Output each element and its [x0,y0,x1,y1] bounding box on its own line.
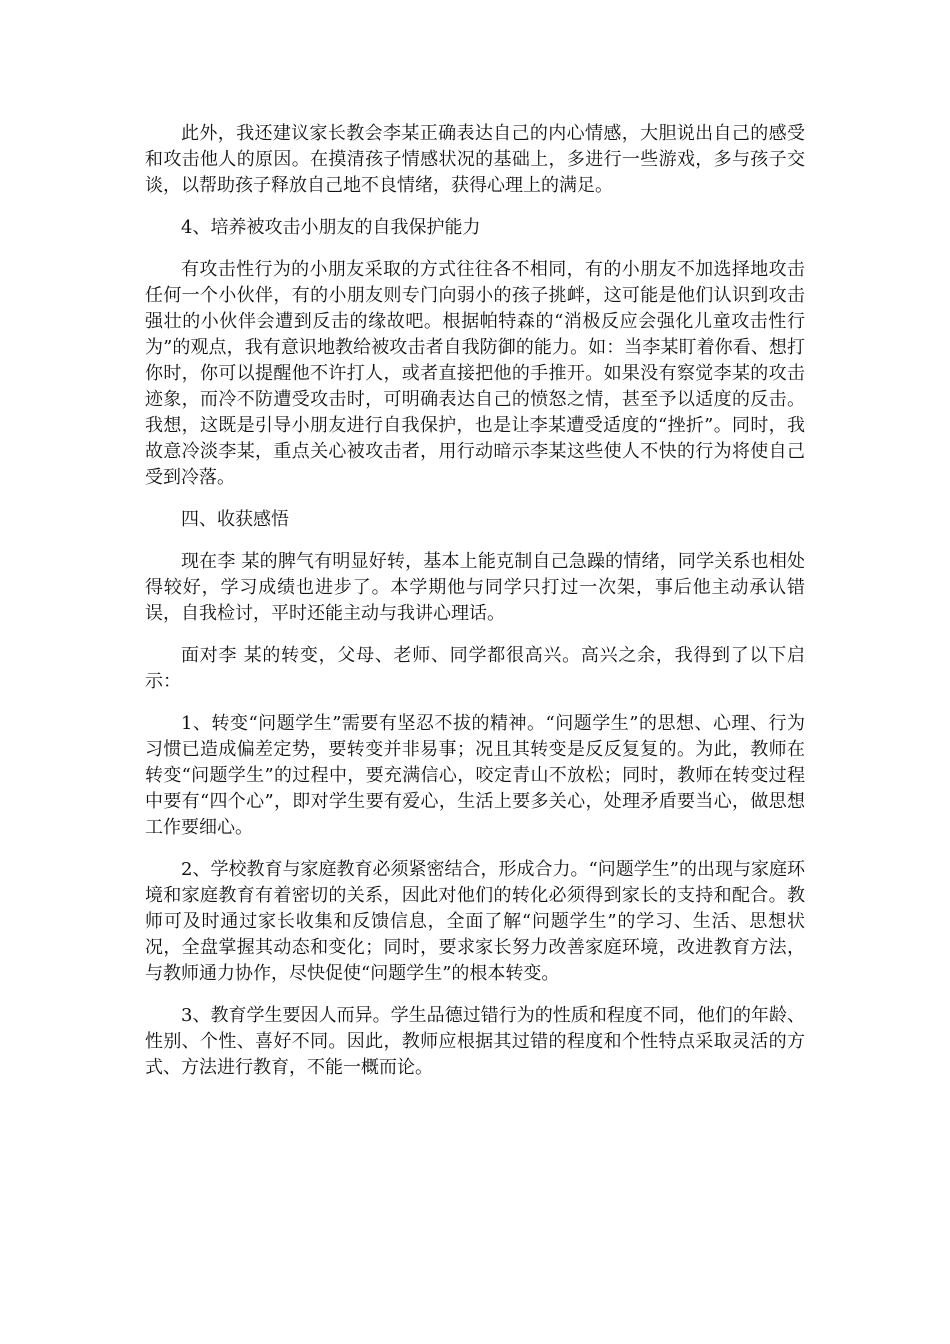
paragraph-advice-to-parents: 此外，我还建议家长教会李某正确表达自己的内心情感，大胆说出自己的感受和攻击他人的原因。在摸清孩子情感状况的基础上，多进行一些游戏，多与孩子交谈，以帮助孩子释放自己地不良情绪，获得心理上的满足。 [145,123,805,196]
section-heading-reflections: 四、收获感悟 [181,509,289,530]
document-body [145,121,805,1097]
paragraph-insight-3: 3、教育学生要因人而异。学生品德过错行为的性质和程度不同，他们的年龄、性别、个性、喜好不同。因此，教师应根据其过错的程度和个性特点采取灵活的方式、方法进行教育，不能一概而论。 [145,1005,805,1078]
paragraph-progress: 现在李 某的脾气有明显好转，基本上能克制自己急躁的情绪，同学关系也相处得较好，学习成绩也进步了。本学期他与同学只打过一次架，事后他主动承认错误，自我检讨，平时还能主动与我讲心理话。 [145,551,805,624]
paragraph-insight-1: 1、转变“问题学生”需要有坚忍不拔的精神。“问题学生”的思想、心理、行为习惯已造成偏差定势，要转变并非易事；况且其转变是反反复复的。为此，教师在转变“问题学生”的过程中，要充满信心，咬定青山不放松；同时，教师在转变过程中要有“四个心”，即对学生要有爱心，生活上要多关心，处理矛盾要当心，做思想工作要细心。 [145,713,805,838]
paragraph-insights-intro: 面对李 某的转变，父母、老师、同学都很高兴。高兴之余，我得到了以下启示： [145,645,805,692]
section-heading-self-protection: 4、培养被攻击小朋友的自我保护能力 [181,217,481,238]
paragraph-insight-2: 2、学校教育与家庭教育必须紧密结合，形成合力。“问题学生”的出现与家庭环境和家庭教育有着密切的关系，因此对他们的转化必须得到家长的支持和配合。教师可及时通过家长收集和反馈信息，全面了解“问题学生”的学习、生活、思想状况，全盘掌握其动态和变化；同时，要求家长努力改善家庭环境，改进教育方法，与教师通力协作，尽快促使“问题学生”的根本转变。 [145,859,805,984]
paragraph-self-protection: 有攻击性行为的小朋友采取的方式往往各不相同，有的小朋友不加选择地攻击任何一个小伙伴，有的小朋友则专门向弱小的孩子挑衅，这可能是他们认识到攻击强壮的小伙伴会遭到反击的缘故吧。根据帕特森的“消极反应会强化儿童攻击性行为”的观点，我有意识地教给被攻击者自我防御的能力。如：当李某盯着你看、想打你时，你可以提醒他不许打人，或者直接把他的手推开。如果没有察觉李某的攻击迹象，而冷不防遭受攻击时，可明确表达自己的愤怒之情，甚至予以适度的反击。我想，这既是引导小朋友进行自我保护，也是让李某遭受适度的“挫折”。同时，我故意冷淡李某，重点关心被攻击者，用行动暗示李某这些使人不快的行为将使自己受到冷落。 [145,259,805,488]
